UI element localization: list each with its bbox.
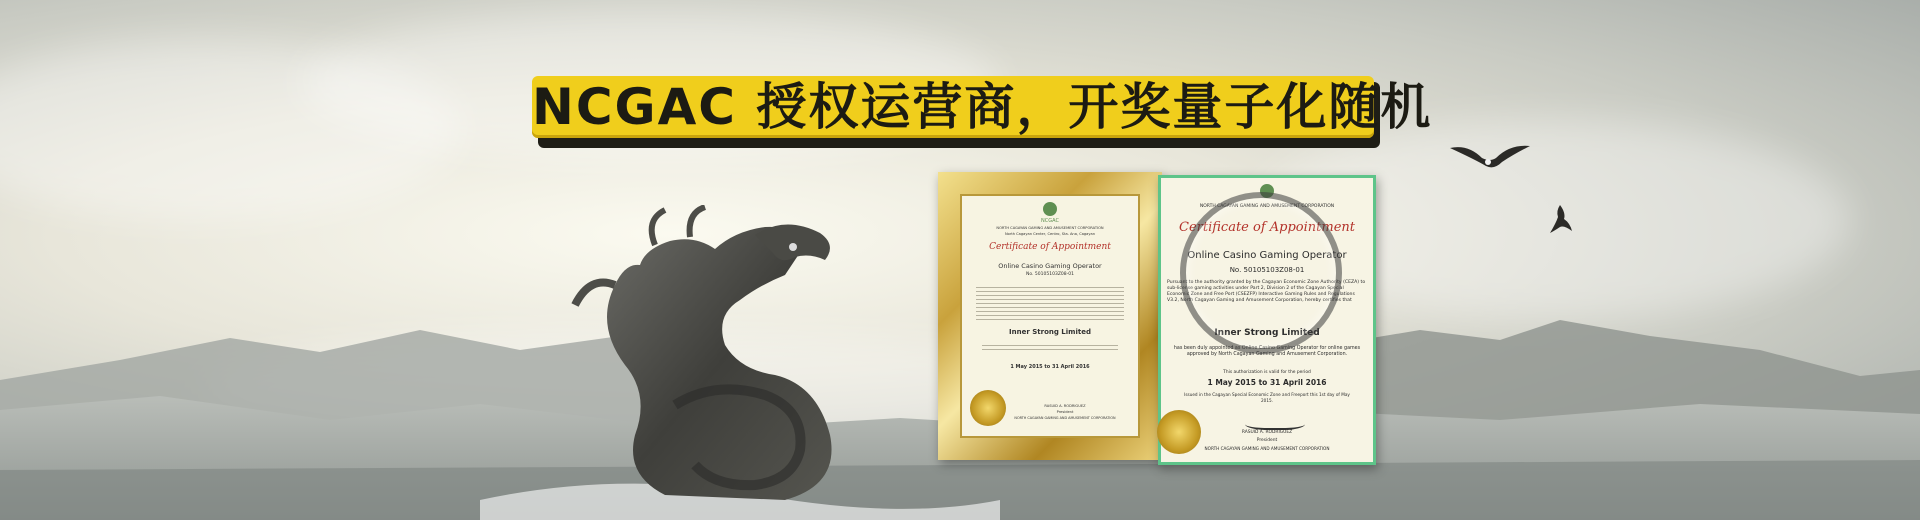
magnifier-lens-icon — [1180, 192, 1342, 354]
zoom-holder: Inner Strong Limited — [1214, 328, 1320, 338]
zoom-signer: RASUID A. RODRIGUEZ — [1241, 430, 1293, 435]
certificate-issuer: NORTH CAGAYAN GAMING AND AMUSEMENT CORPORATION — [996, 226, 1104, 230]
zoom-validity: 1 May 2015 to 31 April 2016 — [1207, 378, 1327, 387]
zoom-body: Pursuant to the authority granted by the Cagayan Economic Zone Authority (CEZA) to sub-license gaming activities under Part 2, Division 2 of the Cagayan Special Economic Zone and Free Port (CSEZFP) Interactive Gaming Rules and Regulations V3.2, North Cagayan Gaming and Amusement Corporation, hereby certifies that — [1167, 280, 1366, 303]
zoom-signer-title: President — [1256, 438, 1278, 443]
certificate-body-lines — [976, 284, 1124, 320]
certificate-logo-text: NCGAC — [1041, 218, 1059, 224]
signature-mark — [1245, 416, 1305, 430]
certificate-role: Online Casino Gaming Operator — [998, 262, 1102, 270]
certificate-holder: Inner Strong Limited — [1009, 328, 1091, 336]
zoom-appointment: has been duly appointed as Online Casino Gaming Operator for online games approved by North Cagayan Gaming and Amusement Corporation. — [1173, 346, 1361, 357]
zoom-number: No. 50105103Z08-01 — [1229, 266, 1305, 274]
zoom-role: Online Casino Gaming Operator — [1187, 250, 1347, 261]
headline-block — [532, 76, 1433, 148]
certificate-address: North Cagayan Center, Centro, Sta. Ana, Cagayan — [1004, 232, 1095, 236]
ncgac-logo-icon — [1043, 202, 1057, 216]
dragon-statue-image — [555, 205, 875, 510]
gold-seal-icon — [970, 390, 1006, 426]
zoom-issuer: NORTH CAGAYAN GAMING AND AMUSEMENT CORPORATION — [1199, 204, 1335, 209]
certificate-number: No. 50105103Z08-01 — [1026, 272, 1074, 277]
zoom-issued: Issued in the Cagayan Special Economic Zone and Freeport this 1st day of May 2015. — [1184, 392, 1350, 403]
zoom-footer: NORTH CAGAYAN GAMING AND AMUSEMENT CORPORATION — [1204, 446, 1330, 451]
certificate-body-lines — [982, 342, 1118, 352]
certificate-signer: RASUID A. RODRIGUEZ — [1044, 404, 1086, 408]
headline-text: NCGAC 授权运营商，开奖量子化随机 — [532, 78, 1433, 136]
certificate-paper — [960, 194, 1140, 438]
headline-plate — [532, 76, 1433, 138]
certificate-validity: 1 May 2015 to 31 April 2016 — [1010, 364, 1090, 370]
zoom-validity-intro: This authorization is valid for the period — [1223, 370, 1311, 375]
zoom-title: Certificate of Appointment — [1179, 220, 1355, 235]
certificate-title: Certificate of Appointment — [989, 242, 1111, 252]
framed-certificate — [938, 172, 1162, 460]
eagle-icon — [1550, 205, 1572, 235]
certificate-signer-title: President — [1056, 410, 1074, 414]
certificate-footer: NORTH CAGAYAN GAMING AND AMUSEMENT CORPORATION — [1014, 416, 1116, 420]
eagle-icon — [1448, 140, 1532, 180]
